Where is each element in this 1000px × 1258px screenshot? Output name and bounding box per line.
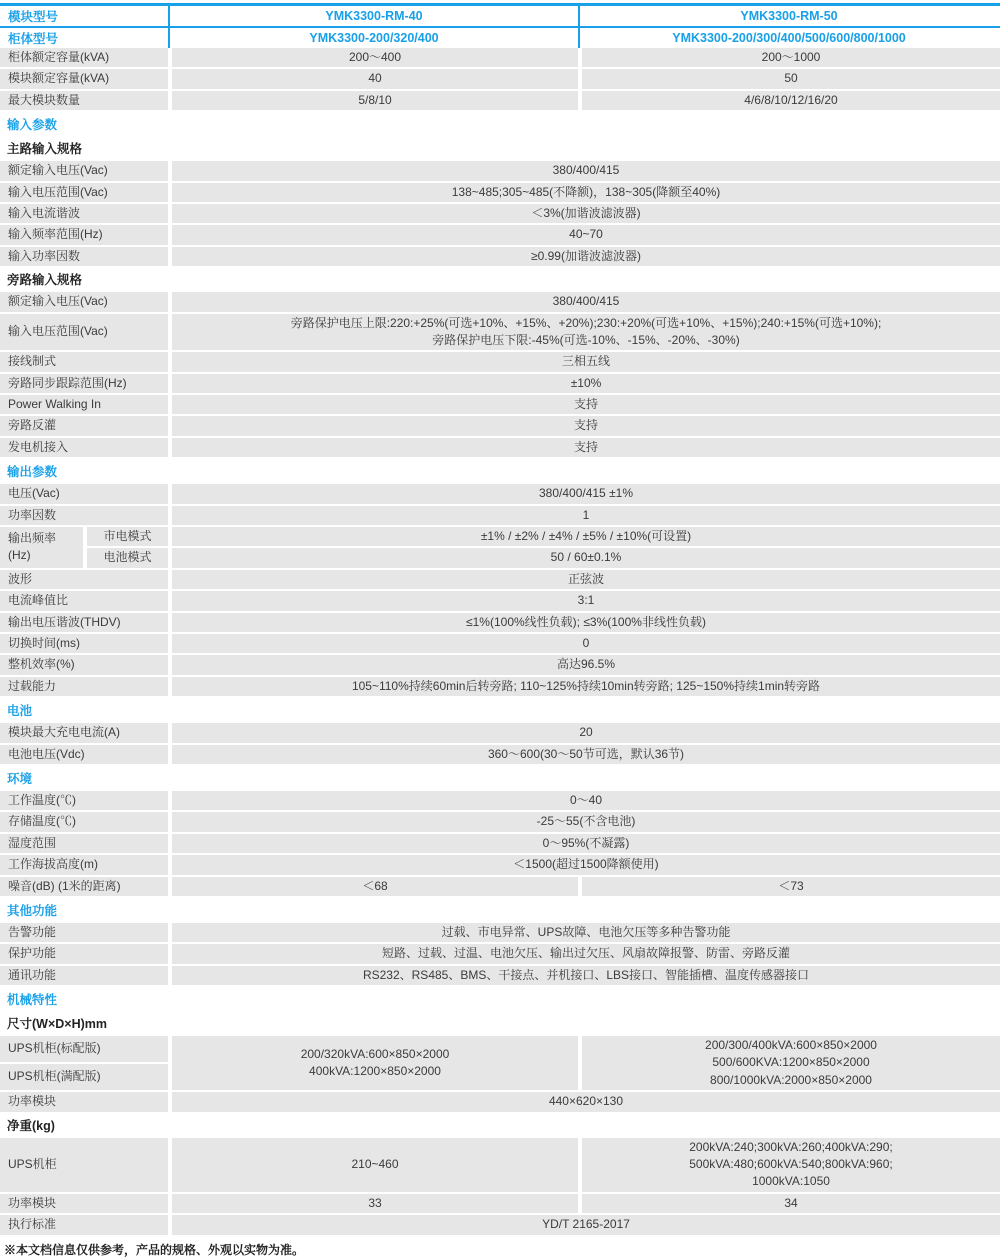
spec-value: 0～95%(不凝露) (172, 834, 1000, 853)
spec-value (172, 1036, 578, 1090)
spec-value-line: 500/600KVA:1200×850×2000 (712, 1055, 870, 1070)
spec-label: 旁路反灌 (0, 416, 168, 435)
spec-value: 正弦波 (172, 570, 1000, 589)
spec-value: 50 / 60±0.1% (172, 548, 1000, 567)
spec-row (0, 352, 1000, 371)
header-column-divider (578, 6, 580, 48)
spec-label: 最大模块数量 (0, 91, 168, 110)
spec-label: UPS机柜(标配版) (0, 1036, 168, 1062)
spec-row (0, 745, 1000, 764)
spec-label: 执行标准 (0, 1215, 168, 1234)
spec-row (0, 69, 1000, 88)
spec-value-line: 旁路保护电压上限:220:+25%(可选+10%、+15%、+20%);230:+20%(可选+10%、+15%);240:+15%(可选+10%); (290, 315, 882, 330)
spec-value: 380/400/415 (172, 292, 1000, 311)
spec-label: Power Walking In (0, 395, 168, 414)
subsection-heading: 旁路输入规格 (7, 273, 83, 288)
spec-value: 支持 (172, 438, 1000, 457)
header-column-divider (168, 6, 170, 48)
spec-sublabel: 电池模式 (87, 548, 168, 567)
spec-row (0, 292, 1000, 311)
spec-row (0, 723, 1000, 742)
spec-value: 4/6/8/10/12/16/20 (582, 91, 1000, 110)
spec-label: 额定输入电压(Vac) (0, 161, 168, 180)
spec-label: 工作温度(℃) (0, 791, 168, 810)
spec-label: 通讯功能 (0, 966, 168, 985)
spec-label: 湿度范围 (0, 834, 168, 853)
section-heading: 输入参数 (7, 118, 58, 133)
spec-value: 40 (172, 69, 578, 88)
spec-row (0, 183, 1000, 202)
spec-value: 支持 (172, 416, 1000, 435)
cabinet-model-row (0, 28, 1000, 48)
spec-label: 过载能力 (0, 677, 168, 696)
spec-row-nested (0, 527, 1000, 568)
spec-row (0, 944, 1000, 963)
spec-value: 210~460 (172, 1138, 578, 1192)
spec-table (0, 48, 1000, 1235)
spec-value: 支持 (172, 395, 1000, 414)
spec-value (582, 1036, 1000, 1090)
spec-label: 电流峰值比 (0, 591, 168, 610)
spec-value: ±10% (172, 374, 1000, 393)
spec-value: ＜68 (172, 877, 578, 896)
spec-value: 3:1 (172, 591, 1000, 610)
spec-row (0, 438, 1000, 457)
spec-row (0, 161, 1000, 180)
subsection-heading: 尺寸(W×D×H)mm (7, 1017, 108, 1032)
spec-row (0, 1215, 1000, 1234)
spec-row (0, 812, 1000, 831)
spec-label: 功率因数 (0, 506, 168, 525)
spec-row (0, 877, 1000, 896)
spec-row (0, 204, 1000, 223)
spec-value: 5/8/10 (172, 91, 578, 110)
spec-row (0, 966, 1000, 985)
spec-row (0, 855, 1000, 874)
spec-label: 额定输入电压(Vac) (0, 292, 168, 311)
module-model-row (0, 6, 1000, 28)
spec-row (0, 923, 1000, 942)
cabinet-model-col2: YMK3300-200/300/400/500/600/800/1000 (672, 31, 906, 45)
spec-row (0, 91, 1000, 110)
spec-row (0, 314, 1000, 351)
spec-label: 模块最大充电电流(A) (0, 723, 168, 742)
spec-value: 200～1000 (582, 48, 1000, 67)
spec-label: 旁路同步跟踪范围(Hz) (0, 374, 168, 393)
spec-label: 输入电压范围(Vac) (0, 183, 168, 202)
spec-value-line: 旁路保护电压下限:-45%(可选-10%、-15%、-20%、-30%) (432, 332, 740, 347)
spec-label: 告警功能 (0, 923, 168, 942)
subsection-heading: 主路输入规格 (7, 142, 83, 157)
spec-label: 输入功率因数 (0, 247, 168, 266)
spec-value: 过载、市电异常、UPS故障、电池欠压等多种告警功能 (172, 923, 1000, 942)
spec-label: 发电机接入 (0, 438, 168, 457)
section-heading: 机械特性 (7, 993, 58, 1008)
spec-value-line: 500kVA:480;600kVA:540;800kVA:960; (689, 1157, 893, 1172)
spec-label: 输出频率 (Hz) (0, 527, 83, 568)
spec-value: 50 (582, 69, 1000, 88)
spec-value: 33 (172, 1194, 578, 1213)
spec-row (0, 247, 1000, 266)
spec-value (172, 314, 1000, 351)
cabinet-model-col1: YMK3300-200/320/400 (309, 31, 439, 45)
spec-label: 输入频率范围(Hz) (0, 225, 168, 244)
spec-value (582, 1138, 1000, 1192)
cabinet-model-label: 柜体型号 (8, 32, 59, 46)
footer-note: ※本文档信息仅供参考，产品的规格、外观以实物为准。 (4, 1242, 305, 1257)
spec-value: 200～400 (172, 48, 578, 67)
spec-label: 整机效率(%) (0, 655, 168, 674)
spec-value: ≤1%(100%线性负载); ≤3%(100%非线性负载) (172, 613, 1000, 632)
spec-label: 噪音(dB) (1米的距离) (0, 877, 168, 896)
spec-row (0, 655, 1000, 674)
spec-value: 三相五线 (172, 352, 1000, 371)
spec-value: 1 (172, 506, 1000, 525)
spec-value: 34 (582, 1194, 1000, 1213)
spec-row (0, 416, 1000, 435)
spec-label: 功率模块 (0, 1194, 168, 1213)
spec-label: 保护功能 (0, 944, 168, 963)
spec-value: -25～55(不含电池) (172, 812, 1000, 831)
spec-label: 波形 (0, 570, 168, 589)
model-header (0, 3, 1000, 48)
spec-value-line: 400kVA:1200×850×2000 (309, 1064, 441, 1079)
spec-row (0, 374, 1000, 393)
spec-value: 440×620×130 (172, 1092, 1000, 1111)
spec-value-line: 200kVA:240;300kVA:260;400kVA:290; (689, 1139, 893, 1154)
spec-row (0, 591, 1000, 610)
spec-row (0, 791, 1000, 810)
spec-value-line: 200/320kVA:600×850×2000 (300, 1046, 450, 1061)
spec-value: 20 (172, 723, 1000, 742)
spec-label: 功率模块 (0, 1092, 168, 1111)
spec-value: YD/T 2165-2017 (172, 1215, 1000, 1234)
section-heading: 环境 (7, 771, 33, 786)
spec-value-line: 1000kVA:1050 (752, 1174, 830, 1189)
spec-row (0, 677, 1000, 696)
spec-label: UPS机柜(满配版) (0, 1064, 168, 1090)
module-model-rm40: YMK3300-RM-40 (325, 9, 423, 23)
section-heading: 输出参数 (7, 465, 58, 480)
spec-value: 短路、过载、过温、电池欠压、输出过欠压、风扇故障报警、防雷、旁路反灌 (172, 944, 1000, 963)
spec-row (0, 225, 1000, 244)
spec-value: 105~110%持续60min后转旁路; 110~125%持续10min转旁路; 125~150%持续1min转旁路 (172, 677, 1000, 696)
spec-value: ≥0.99(加谐波滤波器) (172, 247, 1000, 266)
spec-value: ＜3%(加谐波滤波器) (172, 204, 1000, 223)
spec-row (0, 634, 1000, 653)
spec-value: ＜1500(超过1500降额使用) (172, 855, 1000, 874)
subsection-heading: 净重(kg) (7, 1118, 55, 1133)
spec-label: 切换时间(ms) (0, 634, 168, 653)
spec-value: ±1% / ±2% / ±4% / ±5% / ±10%(可设置) (172, 527, 1000, 546)
module-model-label: 模块型号 (8, 10, 59, 24)
spec-label: 输入电压范围(Vac) (0, 314, 168, 351)
spec-label: 电压(Vac) (0, 484, 168, 503)
spec-value: 380/400/415 (172, 161, 1000, 180)
spec-row (0, 506, 1000, 525)
section-heading: 电池 (7, 704, 33, 719)
spec-row (0, 484, 1000, 503)
spec-row (0, 613, 1000, 632)
spec-label: 存储温度(℃) (0, 812, 168, 831)
spec-value-line: 200/300/400kVA:600×850×2000 (705, 1038, 877, 1053)
spec-row (0, 48, 1000, 67)
spec-label: UPS机柜 (0, 1138, 168, 1192)
spec-value: 380/400/415 ±1% (172, 484, 1000, 503)
spec-row (0, 834, 1000, 853)
spec-row-merged (0, 1036, 1000, 1090)
spec-label: 输入电流谐波 (0, 204, 168, 223)
section-heading: 其他功能 (7, 903, 58, 918)
spec-row (0, 395, 1000, 414)
spec-label: 模块额定容量(kVA) (0, 69, 168, 88)
spec-label: 接线制式 (0, 352, 168, 371)
spec-value-line: 800/1000kVA:2000×850×2000 (710, 1072, 872, 1087)
spec-value: 0 (172, 634, 1000, 653)
spec-value: 138~485;305~485(不降额)，138~305(降额至40%) (172, 183, 1000, 202)
spec-row (0, 1092, 1000, 1111)
spec-value: 40~70 (172, 225, 1000, 244)
spec-value: 高达96.5% (172, 655, 1000, 674)
spec-row (0, 1194, 1000, 1213)
module-model-rm50: YMK3300-RM-50 (740, 9, 838, 23)
spec-label: 柜体额定容量(kVA) (0, 48, 168, 67)
spec-row (0, 570, 1000, 589)
spec-row (0, 1138, 1000, 1192)
spec-sublabel: 市电模式 (87, 527, 168, 546)
spec-label: 电池电压(Vdc) (0, 745, 168, 764)
spec-value: RS232、RS485、BMS、干接点、并机接口、LBS接口、智能插槽、温度传感器接口 (172, 966, 1000, 985)
spec-value: ＜73 (582, 877, 1000, 896)
spec-label: 输出电压谐波(THDV) (0, 613, 168, 632)
spec-label: 工作海拔高度(m) (0, 855, 168, 874)
spec-value: 0～40 (172, 791, 1000, 810)
spec-value: 360～600(30～50节可选，默认36节) (172, 745, 1000, 764)
